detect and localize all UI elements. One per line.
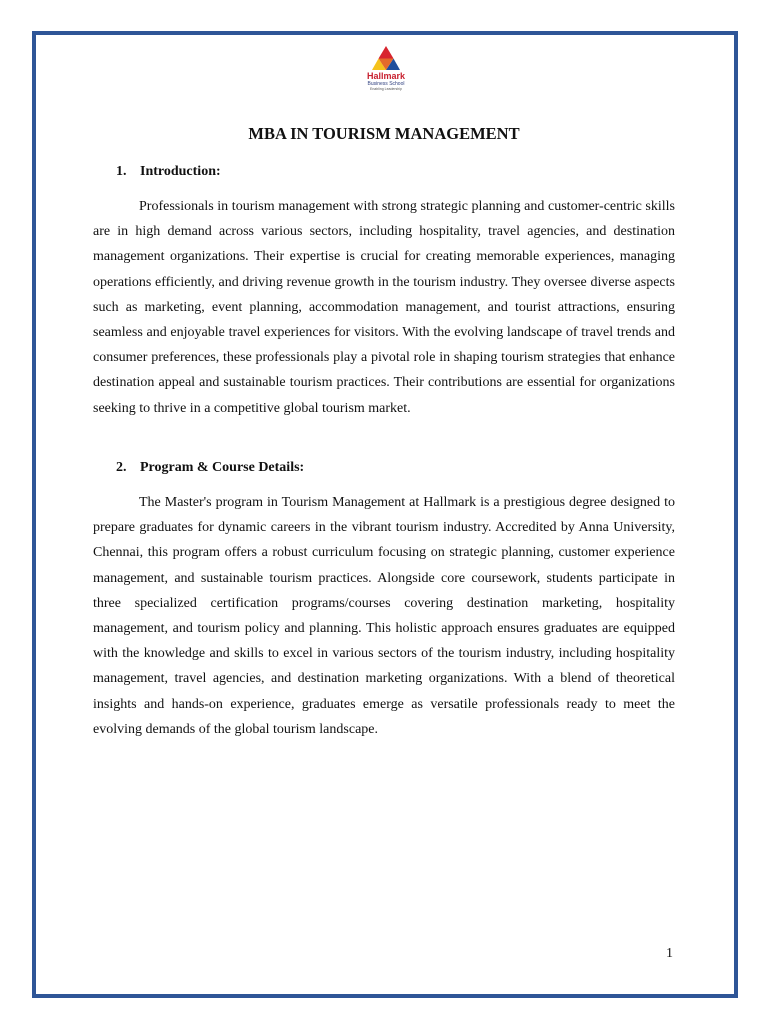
triangle-logo-icon [371,45,401,71]
hallmark-logo [358,45,414,101]
section-heading-program-details [116,460,304,476]
introduction-paragraph: Professionals in tourism management with strong strategic planning and customer-centric skills are in high demand across various sectors, including hospitality, travel agencies, and destination management organizations. Their expertise is crucial for creating memorable experiences, managing operations efficiently, and driving revenue growth in the tourism industry. They oversee diverse aspects such as marketing, event planning, accommodation management, and tourist attractions, ensuring seamless and enjoyable travel experiences for visitors. With the evolving landscape of travel trends and consumer preferences, these professionals play a pivotal role in shaping tourism strategies that enhance destination appeal and sustainable tourism practices. Their contributions are essential for organizations seeking to thrive in a competitive global tourism market. [93,199,675,416]
document-title: MBA IN TOURISM MANAGEMENT [248,124,520,143]
section-number: 1. [116,164,127,179]
section-number: 2. [116,460,127,475]
logo-subtitle: Business School [367,81,405,87]
section-heading-text: Introduction: [140,164,221,179]
logo-name: Hallmark [366,71,406,81]
logo-tagline: Enabling Leadership [370,87,402,91]
program-details-paragraph: The Master's program in Tourism Management at Hallmark is a prestigious degree designed to prepare graduates for dynamic careers in the vibrant tourism industry. Accredited by Anna University, Chennai, this program offers a robust curriculum focusing on strategic planning, customer experience management, and sustainable tourism practices. Alongside core coursework, students participate in three specialized certification programs/courses covering destination marketing, hospitality management, and tourism policy and planning. This holistic approach ensures graduates are equipped with the knowledge and skills to excel in various sectors of the tourism industry, including hospitality management, travel agencies, and destination marketing organizations. With a blend of theoretical insights and hands-on experience, graduates emerge as versatile professionals ready to meet the evolving demands of the global tourism landscape. [93,495,675,737]
section-heading-introduction [116,164,221,180]
section-heading-text: Program & Course Details: [140,460,305,475]
page-number: 1 [666,946,673,961]
